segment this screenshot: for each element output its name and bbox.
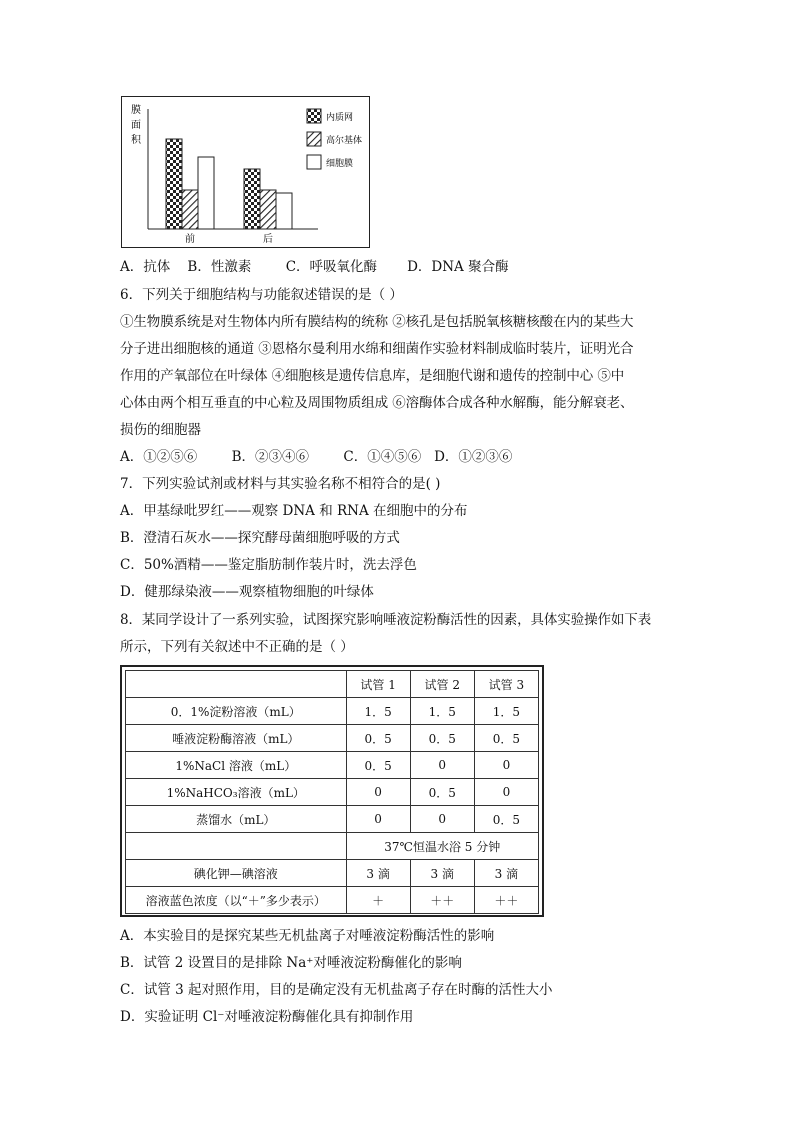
bar-blank [276,193,292,229]
table-row [126,833,539,860]
q8-option-b: B．试管 2 设置目的是排除 Na⁺对唾液淀粉酶催化的影响 [120,955,462,971]
q6-options [120,447,512,467]
x-tick-label: 后 [263,234,273,245]
table-row [126,779,539,806]
table-cell: 3 滴 [410,860,474,887]
q6-stem: 6．下列关于细胞结构与功能叙述错误的是（ ） [120,287,403,303]
q7-option-d: D．健那绿染液——观察植物细胞的叶绿体 [120,584,374,600]
legend-label: 高尔基体 [326,136,363,146]
table-cell: ＋＋ [474,887,538,914]
y-axis-label-char: 面 [131,120,141,131]
table-cell: 1．5 [474,698,538,725]
legend-swatch [307,109,321,123]
bar-checker [244,169,260,229]
q6-line-2: 分子进出细胞核的通道 ③恩格尔曼利用水绵和细菌作实验材料制成临时装片，证明光合 [120,341,634,357]
legend-swatch [307,155,321,169]
table-row [126,752,539,779]
table-cell: 0．5 [410,725,474,752]
table-cell: 0．5 [410,779,474,806]
q6-line-4: 心体由两个相互垂直的中心粒及周围物质组成 ⑥溶酶体合成各种水解酶，能分解衰老、 [120,395,634,411]
legend-label: 细胞膜 [326,159,354,169]
table-cell: 0 [346,779,410,806]
table-cell: 0 [474,752,538,779]
table-cell: 0 [410,752,474,779]
q5-option-a: A．抗体 [120,259,171,275]
table-cell: 0．5 [346,725,410,752]
table-cell: 蒸馏水（mL） [126,806,347,833]
y-axis-label [131,103,142,146]
bar-diagonal [182,190,198,229]
table-row [126,725,539,752]
q6-option-b: B．②③④⑥ [231,449,310,465]
q8-stem-line-1: 8．某同学设计了一系列实验，试图探究影响唾液淀粉酶活性的因素，具体实验操作如下表 [120,612,652,628]
q8-option-d: D．实验证明 Cl⁻对唾液淀粉酶催化具有抑制作用 [120,1009,414,1025]
q7-option-b: B．澄清石灰水——探究酵母菌细胞呼吸的方式 [120,530,400,546]
table-header-row [126,671,539,698]
table-cell: 1%NaHCO₃溶液（mL） [126,779,347,806]
q6-option-d: D．①②③⑥ [434,449,513,465]
table-cell: ＋ [346,887,410,914]
q6-line-1: ①生物膜系统是对生物体内所有膜结构的统称 ②核孔是包括脱氧核糖核酸在内的某些大 [120,314,634,330]
table-cell: 唾液淀粉酶溶液（mL） [126,725,347,752]
table-cell: 0．1%淀粉溶液（mL） [126,698,347,725]
table-header-cell [126,671,347,698]
table-cell: 1．5 [346,698,410,725]
table-cell-empty [126,833,347,860]
x-tick-label: 前 [185,234,195,245]
table-header-cell: 试管 3 [474,671,538,698]
table-cell: 0．5 [346,752,410,779]
table-cell: 0．5 [474,725,538,752]
table-row [126,860,539,887]
bar-checker [166,139,182,229]
q8-option-c: C．试管 3 起对照作用，目的是确定没有无机盐离子存在时酶的活性大小 [120,982,553,998]
q5-options [120,257,509,277]
q8-stem-line-2: 所示，下列有关叙述中不正确的是（ ） [120,639,354,655]
table-cell: 1．5 [410,698,474,725]
bar-chart-figure [121,96,370,248]
q7-stem: 7．下列实验试剂或材料与其实验名称不相符合的是( ) [120,476,441,492]
bar-chart-svg [122,97,371,249]
table-header-cell: 试管 2 [410,671,474,698]
table-cell-merged: 37℃恒温水浴 5 分钟 [346,833,538,860]
table-row [126,698,539,725]
q7-option-a: A．甲基绿吡罗红——观察 DNA 和 RNA 在细胞中的分布 [120,503,468,519]
y-axis-label-char: 膜 [131,105,141,116]
q6-line-3: 作用的产氧部位在叶绿体 ④细胞核是遗传信息库，是细胞代谢和遗传的控制中心 ⑤中 [120,368,625,384]
table-cell: 3 滴 [346,860,410,887]
table-cell: 0 [346,806,410,833]
bar-blank [198,157,214,229]
table-cell: 溶液蓝色浓度（以“＋”多少表示） [126,887,347,914]
q6-option-a: A．①②⑤⑥ [120,449,198,465]
y-axis-label-char: 积 [131,135,141,146]
q5-option-b: B．性激素 [187,259,252,275]
table-row [126,887,539,914]
q8-table-frame [120,665,544,917]
table-cell: ＋＋ [410,887,474,914]
q6-line-5: 损伤的细胞器 [120,422,201,438]
table-row [126,806,539,833]
q8-option-a: A．本实验目的是探究某些无机盐离子对唾液淀粉酶活性的影响 [120,928,495,944]
table-cell: 3 滴 [474,860,538,887]
q7-option-c: C．50%酒精——鉴定脂肪制作装片时，洗去浮色 [120,557,417,573]
q8-table [125,670,539,914]
table-cell: 0 [474,779,538,806]
table-header-cell: 试管 1 [346,671,410,698]
table-cell: 0．5 [474,806,538,833]
q5-option-d: D．DNA 聚合酶 [407,259,509,275]
table-cell: 0 [410,806,474,833]
table-cell: 1%NaCl 溶液（mL） [126,752,347,779]
legend-label: 内质网 [326,113,354,123]
bar-diagonal [260,190,276,229]
legend-swatch [307,132,321,146]
table-cell: 碘化钾—碘溶液 [126,860,347,887]
q5-option-c: C．呼吸氧化酶 [285,259,378,275]
q6-option-c: C．①④⑤⑥ [343,449,422,465]
